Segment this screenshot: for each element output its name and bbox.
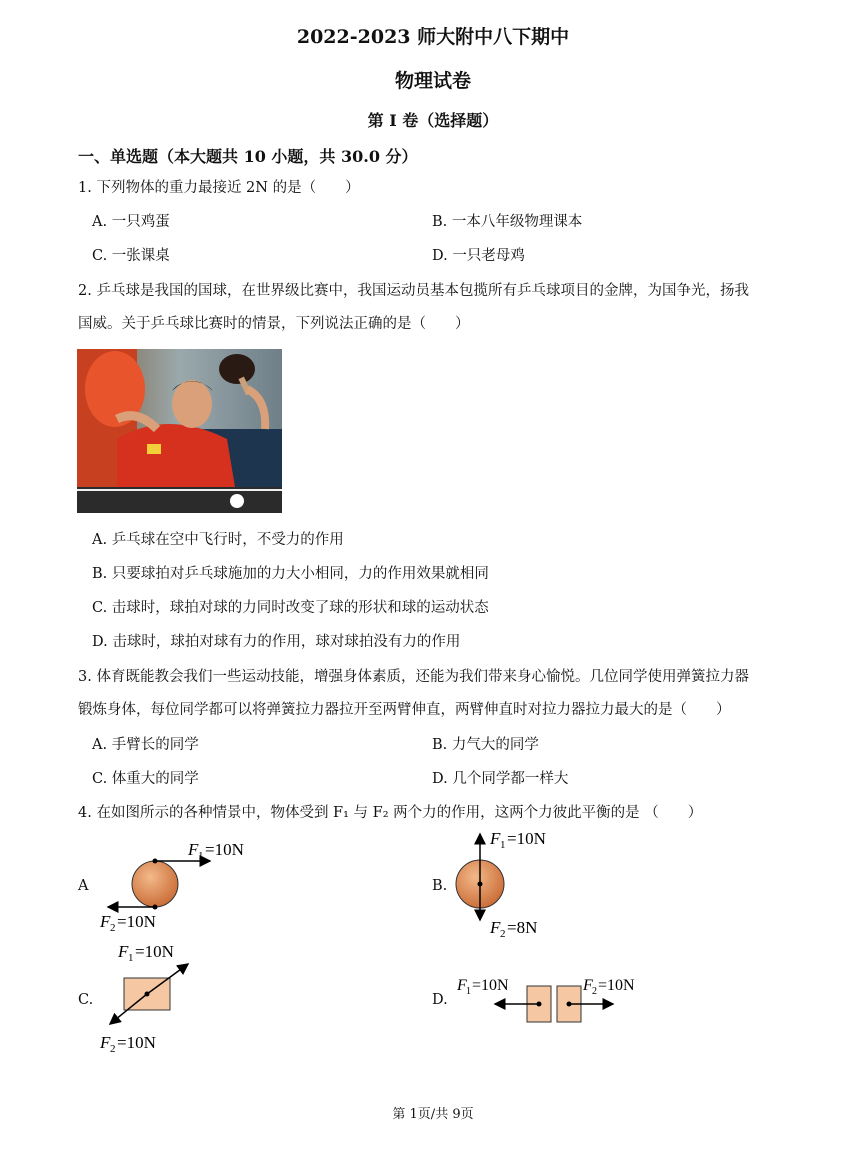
question-1-option-d: D. 一只老母鸡 <box>432 248 525 264</box>
svg-text:F: F <box>118 942 129 961</box>
figure-b-label: B. <box>432 878 448 894</box>
question-1-option-c: C. 一张课桌 <box>92 248 170 264</box>
question-3-stem-line1: 3. 体育既能教会我们一些运动技能，增强身体素质，还能为我们带来身心愉悦。几位同学使用弹簧拉力器 <box>78 669 749 685</box>
svg-text:F: F <box>583 977 593 994</box>
question-3-option-b: B. 力气大的同学 <box>432 737 539 753</box>
figure-d-f2-value: =10N <box>598 977 635 994</box>
question-2-option-a: A. 乒乓球在空中飞行时，不受力的作用 <box>92 532 344 548</box>
exam-subtitle: 物理试卷 <box>394 70 471 92</box>
figure-d-f1-value: =10N <box>472 977 509 994</box>
svg-text:2: 2 <box>500 928 506 940</box>
svg-text:F: F <box>100 1033 111 1052</box>
question-1-option-a: A. 一只鸡蛋 <box>92 214 170 230</box>
figure-c-f2-value: =10N <box>117 1033 156 1052</box>
figure-a-f1-value: =10N <box>205 840 244 859</box>
question-2-stem-line1: 2. 乒乓球是我国的国球，在世界级比赛中，我国运动员基本包揽所有乒乓球项目的金牌，为国争光，扬我 <box>78 283 749 299</box>
question-3-stem-line2: 锻炼身体，每位同学都可以将弹簧拉力器拉开至两臂伸直，两臂伸直时对拉力器拉力最大的是（ ） <box>78 702 731 718</box>
svg-text:F: F <box>490 829 501 848</box>
svg-text:2: 2 <box>110 922 116 934</box>
svg-text:2: 2 <box>592 986 597 997</box>
svg-text:1: 1 <box>198 850 204 862</box>
svg-text:1: 1 <box>128 952 134 964</box>
svg-text:F: F <box>100 912 111 931</box>
svg-text:F: F <box>457 977 467 994</box>
question-1-stem: 1. 下列物体的重力最接近 2N 的是（ ） <box>78 180 360 196</box>
figure-c-f1-value: =10N <box>135 942 174 961</box>
svg-text:2: 2 <box>110 1043 116 1055</box>
figure-c-block-diagram <box>96 940 276 1058</box>
question-1-option-b: B. 一本八年级物理课本 <box>432 214 583 230</box>
figure-a-f2-value: =10N <box>117 912 156 931</box>
page-footer: 第 1页/共 9页 <box>392 1107 474 1122</box>
question-3-option-c: C. 体重大的同学 <box>92 771 199 787</box>
question-2-option-d: D. 击球时，球拍对球有力的作用，球对球拍没有力的作用 <box>92 634 461 650</box>
figure-a-ball-diagram <box>90 835 280 935</box>
question-3-option-a: A. 手臂长的同学 <box>92 737 199 753</box>
figure-c-label: C. <box>78 992 94 1008</box>
volume-title: 第 I 卷（选择题） <box>367 111 499 130</box>
question-4-stem: 4. 在如图所示的各种情景中，物体受到 F₁ 与 F₂ 两个力的作用，这两个力彼此平衡的是 （ ） <box>78 805 703 821</box>
figure-b-f2-value: =8N <box>507 918 538 937</box>
svg-text:F: F <box>490 918 501 937</box>
exam-title: 2022-2023 师大附中八下期中 <box>296 26 570 48</box>
figure-d-label: D. <box>432 992 448 1008</box>
section-heading: 一、单选题（本大题共 10 小题，共 30.0 分） <box>78 147 418 166</box>
svg-text:1: 1 <box>466 986 471 997</box>
svg-text:F: F <box>188 840 199 859</box>
question-2-option-c: C. 击球时，球拍对球的力同时改变了球的形状和球的运动状态 <box>92 600 489 616</box>
svg-text:1: 1 <box>500 839 506 851</box>
question-3-option-d: D. 几个同学都一样大 <box>432 771 569 787</box>
figure-b-ball-diagram <box>450 826 590 941</box>
table-tennis-photo <box>77 349 282 513</box>
question-2-option-b: B. 只要球拍对乒乓球施加的力大小相同，力的作用效果就相同 <box>92 566 489 582</box>
question-2-stem-line2: 国威。关于乒乓球比赛时的情景，下列说法正确的是（ ） <box>78 316 470 332</box>
figure-d-blocks-diagram <box>455 970 655 1030</box>
figure-a-label: A <box>78 878 89 894</box>
figure-b-f1-value: =10N <box>507 829 546 848</box>
